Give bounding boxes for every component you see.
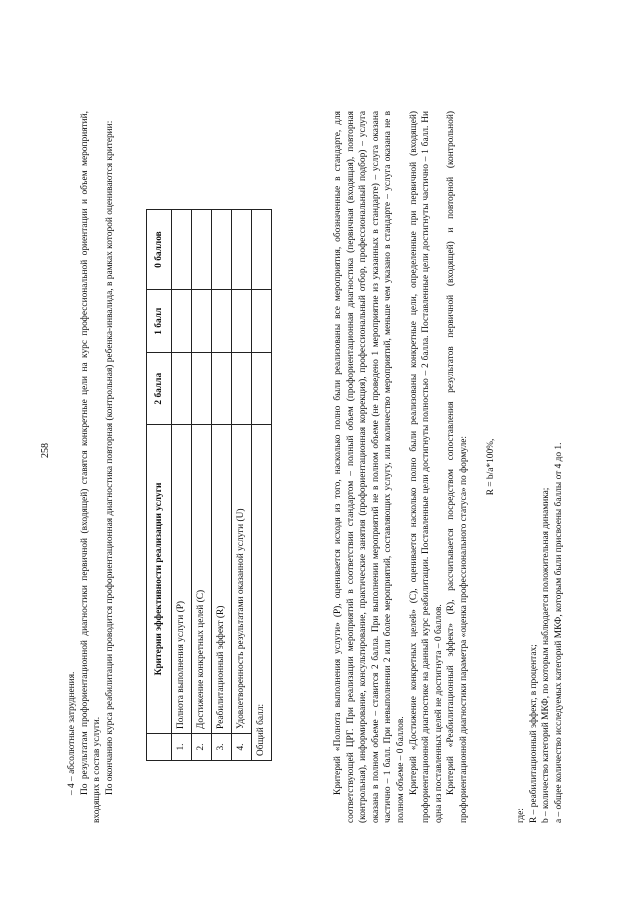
row-criterion: Полнота выполнения услуги (Р) [172,425,192,734]
cell-empty [192,353,212,425]
cell-empty [192,290,212,353]
intro-line: – 4 – абсолютные затруднения. [67,671,77,795]
cell-empty [232,353,252,425]
row-number: 1. [172,734,192,761]
body-paragraph-2: Критерий «Достижение конкретных целей» (С), оценивается насколько полно были реализованы конкретные цели, определенные при первичной (входящей) профориентационной диагностике на данный курс реабилитации. Поставленные цели достигнуты полностью – 2 балла. Поставленные цели достигнуты частично – 1 балл. Ни одна из поставленных целей не достигнута – 0 баллов. [408,111,444,823]
criteria-table [146,209,272,761]
header-criteria: Критерии эффективности реализации услуги [147,425,172,734]
cell-empty [232,210,252,290]
table-row [232,210,252,761]
table-row [192,210,212,761]
row-number: 2. [192,734,212,761]
body-paragraph-3: Критерий «Реабилитационный эффект» (R), рассчитывается посредством сопоставления результатов первичной (входящей) и повторной (контрольной) профориентационной диагностики параметра «оценка профессионального статуса» по формуле: [446,111,469,823]
table-total-row [252,210,272,761]
cell-empty [252,210,272,290]
cell-empty [212,210,232,290]
cell-empty [212,290,232,353]
row-criterion: Достижение конкретных целей (С) [192,425,212,734]
body-paragraph-1: Критерий «Полнота выполнения услуги» (Р), оценивается исходя из того, насколько полно были реализованы все мероприятия, обозначенные в стандарте, для соответствующей ЦРГ. При реализации мероприятий в соответствии стандартом – полный объем (профориентационная диагностика (первичная (входящая), повторная (контрольная), информирование, консультирование, практические занятия (профориентационная коррекция), профессиональный отбор, профессиональный подбор) – услуга оказана в полном объеме – ставится 2 балла. При выполнении мероприятий не в полном объеме (не проведено 1 мероприятие из указанных в стандарте) – услуга оказана частично – 1 балл. При невыполнении 2 или более мероприятий, составляющих услугу, или количество мероприятий, меньше чем указано в стандарте – услуга оказана не в полном объеме – 0 баллов. [333,111,406,823]
header-1-point: 1 балл [147,290,172,353]
definition-r: R – реабилитационный эффект, в процентах; [528,644,539,823]
definition-b: b – количество категорий МКФ, по которым наблюдается положительная динамика; [541,487,552,823]
row-criterion: Удовлетворенность результатами оказанной услуги (U) [232,425,252,734]
table-header-row [147,210,172,761]
definition-a: а – общее количество исследуемых категорий МКФ, которым были присвоены баллы от 4 до 1. [553,442,564,823]
cell-empty [232,290,252,353]
table-row [172,210,192,761]
cell-empty [172,290,192,353]
row-criterion: Реабилитационный эффект (R) [212,425,232,734]
header-2-points: 2 балла [147,353,172,425]
intro-paragraph-2: По окончанию курса реабилитации проводится профориентационная диагностика повторная (контрольная) ребенка-инвалида, в рамках которой оцениваются критерии: [104,120,115,795]
table-row [212,210,232,761]
cell-empty [212,353,232,425]
row-number: 3. [212,734,232,761]
intro-section [66,111,116,823]
total-label: Общий балл: [252,425,272,761]
page-number: 258 [40,443,51,458]
header-num [147,734,172,761]
cell-empty [172,210,192,290]
formula: R = b/a*100%, [485,438,496,496]
body-section [332,111,566,823]
cell-empty [172,353,192,425]
cell-empty [252,290,272,353]
where-label: где: [516,808,527,823]
row-number: 4. [232,734,252,761]
intro-paragraph-1: По результатам профориентационной диагностики первичной (входящей) ставятся конкретные цели на курс профессиональной ориентации и объем мероприятий, входящих в состав услуги. [79,111,103,823]
header-0-points: 0 баллов [147,210,172,290]
cell-empty [192,210,212,290]
cell-empty [252,353,272,425]
